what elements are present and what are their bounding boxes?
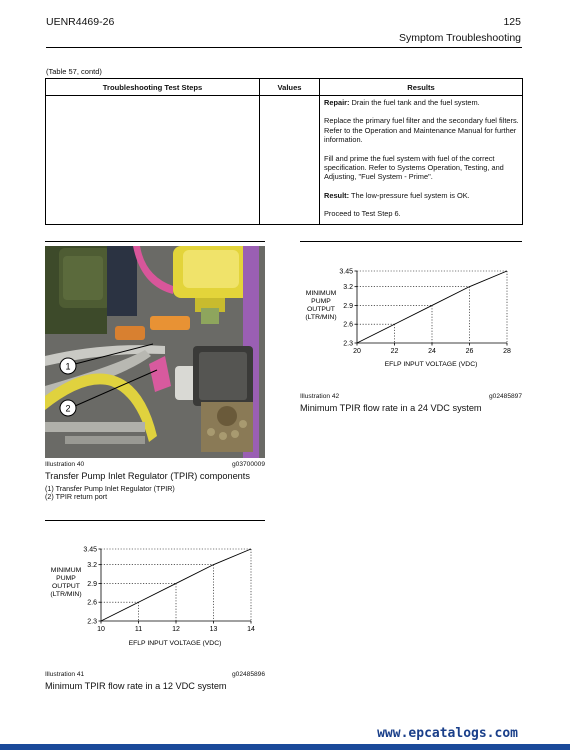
x-tick-label: 20: [353, 348, 361, 355]
x-tick-label: 22: [390, 348, 399, 355]
results-cell: [320, 96, 523, 225]
col-header-results: Results: [320, 79, 523, 96]
page-number: 125: [503, 16, 521, 28]
x-tick-label: 26: [465, 348, 474, 355]
ylabel-line: MINIMUM: [305, 290, 337, 297]
chart-illustration-42: [300, 258, 522, 373]
illustration40-number: Illustration 40: [45, 461, 85, 468]
y-tick-label: 3.2: [343, 284, 353, 292]
illustration41-code: g02485896: [231, 671, 265, 678]
y-tick-label: 2.6: [87, 599, 97, 607]
illustration41-number: Illustration 41: [45, 671, 85, 678]
x-tick-label: 13: [209, 626, 218, 633]
document-id: UENR4469-26: [46, 16, 115, 28]
illustration41-top-rule: [45, 520, 265, 521]
callout-2-number: 2: [65, 403, 71, 414]
troubleshooting-table: [45, 78, 523, 225]
footer-bar: [0, 744, 570, 750]
illustration41-title: Minimum TPIR flow rate in a 12 VDC system: [45, 681, 227, 691]
illustration42-number: Illustration 42: [300, 393, 340, 400]
ylabel-line: (LTR/MIN): [305, 314, 337, 321]
section-title: Symptom Troubleshooting: [399, 32, 521, 44]
x-tick-label: 28: [503, 348, 511, 355]
table-header-row: [46, 79, 523, 96]
ylabel-line: OUTPUT: [307, 306, 335, 313]
xlabel: EFLP INPUT VOLTAGE (VDC): [128, 640, 222, 647]
y-tick-label: 2.9: [87, 580, 97, 588]
series-line: [101, 549, 251, 621]
illustration42-top-rule: [300, 241, 522, 242]
result-paragraph: Proceed to Test Step 6.: [324, 209, 401, 219]
table-row: [46, 96, 523, 225]
y-tick-label: 3.45: [339, 268, 353, 276]
x-tick-label: 12: [172, 626, 180, 633]
y-tick-label: 3.2: [87, 562, 97, 570]
values-cell: [260, 96, 320, 225]
result-paragraph: Result: The low-pressure fuel system is OK.: [324, 190, 470, 200]
illustration40-title: Transfer Pump Inlet Regulator (TPIR) components: [45, 471, 250, 481]
col-header-values: Values: [260, 79, 320, 96]
x-tick-label: 11: [134, 626, 143, 633]
x-tick-label: 10: [97, 626, 105, 633]
ylabel-line: MINIMUM: [50, 567, 82, 574]
callout-1-number: 1: [65, 361, 71, 372]
y-tick-label: 2.9: [343, 302, 353, 310]
xlabel: EFLP INPUT VOLTAGE (VDC): [384, 361, 478, 368]
x-tick-label: 14: [247, 626, 255, 633]
legend-item: (1) Transfer Pump Inlet Regulator (TPIR): [45, 484, 175, 493]
series-line: [357, 271, 507, 343]
illustration40-legend: [45, 485, 175, 502]
table-caption: (Table 57, contd): [46, 67, 102, 76]
illustration40-top-rule: [45, 241, 265, 242]
chart-illustration-41: [45, 535, 265, 650]
ylabel-line: PUMP: [311, 298, 331, 305]
x-tick-label: 24: [428, 348, 436, 355]
y-tick-label: 2.3: [87, 618, 97, 626]
illustration42-title: Minimum TPIR flow rate in a 24 VDC system: [300, 403, 482, 413]
y-tick-label: 2.6: [343, 321, 353, 329]
tpir-photo: [45, 246, 265, 458]
result-paragraph: Replace the primary fuel filter and the secondary fuel filters. Refer to the Operation and Maintenance Manual for further information.: [324, 116, 519, 145]
y-tick-label: 2.3: [343, 340, 353, 348]
legend-item: (2) TPIR return port: [45, 492, 108, 502]
ylabel-line: PUMP: [56, 575, 76, 582]
col-header-steps: Troubleshooting Test Steps: [46, 79, 260, 96]
result-paragraph: Repair: Drain the fuel tank and the fuel system.: [324, 98, 480, 107]
ylabel-line: OUTPUT: [52, 583, 80, 590]
ylabel-line: (LTR/MIN): [50, 591, 82, 598]
y-tick-label: 3.45: [83, 546, 97, 554]
steps-cell: [46, 96, 260, 225]
footer-url[interactable]: www.epcatalogs.com: [377, 726, 518, 741]
header-rule: [46, 47, 522, 48]
result-paragraph: Fill and prime the fuel system with fuel of the correct specification. Refer to Systems Operation, Testing, and Adjusting, "Fuel System - Prime".: [324, 153, 504, 182]
illustration42-code: g02485897: [488, 393, 522, 400]
illustration40-code: g03700009: [231, 461, 265, 468]
